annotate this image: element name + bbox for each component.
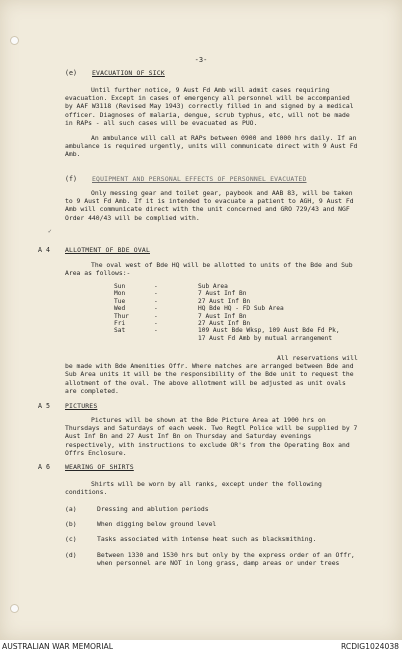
section-a4 — [65, 246, 361, 254]
roster-row — [114, 298, 340, 305]
roster-unit: 17 Aust Fd Amb by mutual arrangement — [198, 334, 333, 342]
roster-row — [114, 313, 340, 320]
list-item-text: Dressing and ablution periods — [97, 505, 209, 513]
roster-dash: - — [154, 312, 158, 320]
punch-hole-top — [10, 36, 19, 45]
roster-unit: Sub Area — [198, 283, 228, 290]
list-item-label: (a) — [65, 505, 77, 513]
roster-row — [114, 290, 340, 297]
roster-row — [114, 283, 340, 290]
roster-dash: - — [154, 290, 158, 298]
list-item-text: Tasks associated with intense heat such as blacksmithing. — [97, 535, 317, 544]
section-f — [92, 175, 360, 183]
section-heading-equipment: EQUIPMENT AND PERSONAL EFFECTS OF PERSONNEL EVACUATED — [92, 175, 307, 183]
section-heading-pictures: PICTURES — [65, 402, 98, 410]
list-item — [65, 551, 361, 567]
section-a5-body — [65, 416, 361, 457]
roster-unit: HQ Bde HQ - FD Sub Area — [198, 305, 284, 313]
section-a4-paragraph-1: The oval west of Bde HQ will be allotted to units of the Bde and Sub Area as follows:- — [65, 261, 353, 278]
roster-dash: - — [154, 320, 158, 328]
section-label-f: (f) — [65, 175, 77, 183]
footer-record-id: RCDIG1024038 — [341, 642, 399, 651]
section-e-paragraph-1: Until further notice, 9 Aust Fd Amb will admit cases requiring evacuation. Except in cases of emergency all personnel will be accompanied by AAF W3118 (Revised May 1943) correctly filled in and signed by a medical officer. Diagnoses of malaria, dengue, scrub typhus, etc, will not be made in RAPs - all such cases will be evacuated as PUO. — [65, 86, 354, 127]
section-e-paragraph-2: An ambulance will call at RAPs between 0900 and 1000 hrs daily. If an ambulance is required urgently, units will communicate direct with 9 Aust Fd Amb. — [65, 134, 358, 159]
section-a6-body — [65, 480, 361, 496]
roster-dash — [154, 335, 198, 342]
roster-row — [114, 320, 340, 327]
roster-row — [114, 335, 340, 342]
section-label-a4: A 4 — [38, 246, 50, 254]
section-f-body — [65, 189, 361, 222]
list-item-label: (d) — [65, 550, 77, 559]
oval-roster-table — [114, 283, 340, 342]
shirt-exception-list — [65, 505, 361, 574]
section-label-e: (e) — [65, 69, 77, 77]
roster-dash: - — [154, 283, 158, 290]
section-e — [92, 69, 360, 77]
roster-unit: 7 Aust Inf Bn — [198, 290, 247, 298]
roster-day: Sat — [114, 327, 126, 335]
list-item-label: (c) — [65, 535, 77, 544]
section-a5 — [65, 402, 361, 410]
section-label-a6: A 6 — [38, 463, 50, 471]
section-a6 — [65, 463, 361, 471]
roster-day: Wed — [114, 305, 126, 313]
list-item — [65, 535, 361, 543]
roster-unit: 27 Aust Inf Bn — [198, 320, 251, 328]
section-heading-shirts: WEARING OF SHIRTS — [65, 463, 134, 471]
section-a4-reservations — [65, 354, 361, 395]
page-number: -3- — [194, 56, 208, 64]
footer-institution: AUSTRALIAN WAR MEMORIAL — [2, 642, 113, 651]
section-heading-allotment: ALLOTMENT OF BDE OVAL — [65, 246, 150, 254]
roster-unit: 109 Aust Bde Wksp, 109 Aust Bde Fd Pk, — [198, 327, 340, 335]
list-item — [65, 520, 361, 528]
section-label-a5: A 5 — [38, 402, 50, 410]
roster-row — [114, 327, 340, 334]
list-item-text: When digging below ground level — [97, 520, 217, 529]
roster-dash: - — [154, 297, 158, 305]
section-a6-paragraph-1: Shirts will be worn by all ranks, except under the following conditions. — [65, 480, 322, 497]
roster-day: Mon — [114, 290, 126, 298]
roster-day: Fri — [114, 320, 126, 328]
roster-unit: 7 Aust Inf Bn — [198, 312, 247, 320]
roster-dash: - — [154, 305, 158, 313]
list-item-label: (b) — [65, 520, 77, 529]
roster-day: Thur — [114, 312, 129, 320]
roster-day — [114, 335, 154, 342]
roster-row — [114, 305, 340, 312]
margin-mark: ✓ — [48, 228, 52, 235]
list-item — [65, 505, 361, 513]
punch-hole-bottom — [10, 604, 19, 613]
section-a4-body — [65, 261, 361, 277]
archive-footer — [0, 640, 402, 654]
section-e-body — [65, 86, 361, 159]
section-a4-paragraph-2: All reservations will be made with Bde Amenities Offr. Where matches are arranged between Bde and Sub Area units it will be the responsibility of the Bde unit to request the allotment of the oval. The above allotment will be adjusted as unit ovals are completed. — [65, 354, 358, 395]
roster-day: Tue — [114, 297, 126, 305]
roster-day: Sun — [114, 283, 126, 290]
roster-dash: - — [154, 327, 158, 335]
section-heading-evacuation: EVACUATION OF SICK — [92, 69, 165, 77]
roster-unit: 27 Aust Inf Bn — [198, 297, 251, 305]
section-a5-paragraph-1: Pictures will be shown at the Bde Picture Area at 1900 hrs on Thursdays and Saturdays of each week. Two Regtl Police will be supplied by 7 Aust Inf Bn and 27 Aust Inf Bn on Thursday and Saturday evenings respectively, with instructions to exclude OR's from the Operating Box and Offrs Enclosure. — [65, 416, 358, 457]
list-item-text: Between 1330 and 1530 hrs but only by the express order of an Offr, when personnel are NOT in long grass, damp areas or under trees — [97, 550, 355, 567]
section-f-paragraph-1: Only messing gear and toilet gear, paybook and AAB 83, will be taken to 9 Aust Fd Amb. If it is intended to evacuate a patient to AGH, 9 Aust Fd Amb will communicate direct with the unit concerned and GRO 729/43 and NGF Order 440/43 will be complied with. — [65, 189, 354, 222]
